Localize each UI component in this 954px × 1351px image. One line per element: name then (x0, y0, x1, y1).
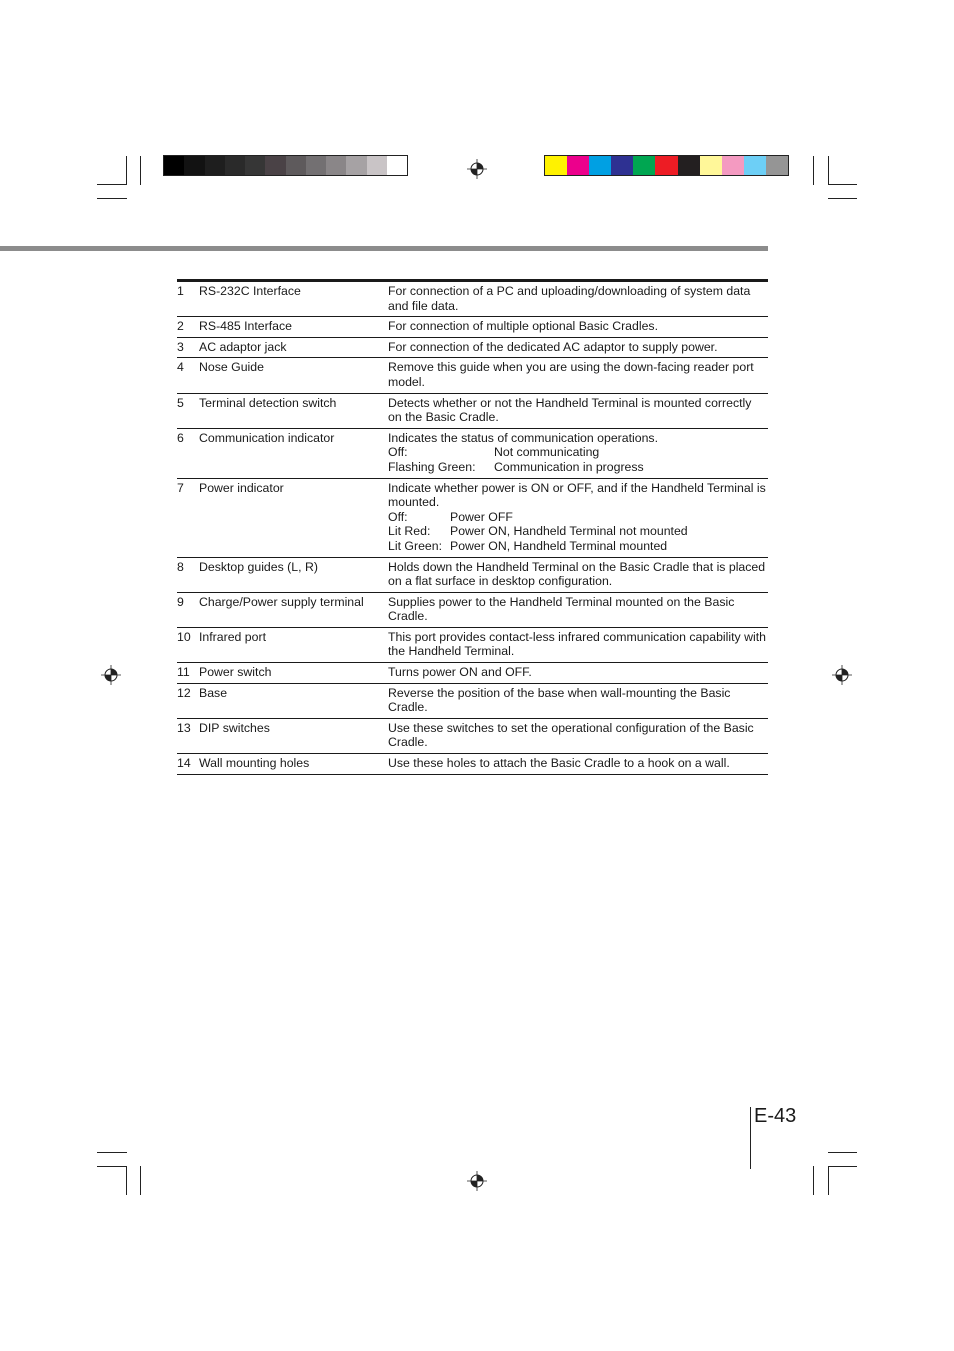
state-label: Lit Green: (388, 538, 442, 553)
color-swatch (225, 156, 245, 175)
part-description (388, 592, 768, 627)
registration-mark-icon (101, 665, 121, 685)
description-text: For connection of the dedicated AC adaptor to supply power. (388, 339, 718, 354)
color-swatch (545, 156, 567, 175)
crop-mark (828, 1152, 857, 1153)
color-swatch (744, 156, 766, 175)
description-text: Remove this guide when you are using the down-facing reader port model. (388, 360, 754, 389)
table-row (177, 337, 768, 358)
part-description (388, 358, 768, 393)
table-row (177, 683, 768, 718)
color-swatch (265, 156, 285, 175)
color-swatch (326, 156, 346, 175)
part-description (388, 337, 768, 358)
crop-mark (126, 156, 127, 185)
table-row (177, 557, 768, 592)
part-description (388, 754, 768, 775)
color-swatch (205, 156, 225, 175)
header-rule (0, 246, 768, 251)
part-name: Communication indicator (199, 430, 335, 445)
table-row (177, 478, 768, 557)
state-label: Off: (388, 445, 408, 460)
color-swatch (164, 156, 184, 175)
crop-mark (97, 1166, 127, 1167)
description-text: Holds down the Handheld Terminal on the Basic Cradle that is placed on a flat surface in desktop configuration. (388, 559, 766, 589)
crop-mark (828, 1166, 857, 1167)
part-description (388, 683, 768, 718)
registration-mark-icon (832, 665, 852, 685)
color-swatch (589, 156, 611, 175)
registration-mark-icon (467, 159, 487, 179)
part-name: Desktop guides (L, R) (199, 559, 318, 574)
part-name: Wall mounting holes (199, 756, 310, 771)
description-text: Use these switches to set the operational configuration of the Basic Cradle. (388, 720, 754, 750)
indicator-state (388, 524, 768, 539)
color-swatch (245, 156, 265, 175)
state-value: Power ON, Handheld Terminal not mounted (450, 524, 688, 539)
description-text: For connection of a PC and uploading/downloading of system data and file data. (388, 284, 751, 313)
part-name: Power switch (199, 665, 272, 680)
crop-mark (828, 156, 829, 185)
description-text: Turns power ON and OFF. (388, 665, 532, 680)
table-row (177, 428, 768, 478)
table-row (177, 592, 768, 627)
row-number: 9 (177, 594, 184, 609)
page-number: E-43 (754, 1105, 797, 1127)
color-calibration-bar (544, 155, 789, 176)
description-text: Use these holes to attach the Basic Cradle to a hook on a wall. (388, 756, 730, 771)
crop-mark (828, 198, 857, 199)
table-row (177, 754, 768, 775)
crop-mark (813, 156, 814, 185)
color-swatch (367, 156, 387, 175)
crop-mark (97, 184, 127, 185)
table-row (177, 627, 768, 662)
part-description (388, 557, 768, 592)
row-number: 14 (177, 756, 191, 771)
color-swatch (306, 156, 326, 175)
row-number: 1 (177, 284, 184, 298)
row-number: 4 (177, 360, 184, 375)
crop-mark (126, 1166, 127, 1195)
part-name: RS-485 Interface (199, 319, 292, 334)
parts-table (177, 282, 768, 775)
description-text: Indicates the status of communication operations. (388, 430, 658, 445)
crop-mark (828, 184, 857, 185)
description-text: Reverse the position of the base when wall-mounting the Basic Cradle. (388, 685, 731, 715)
state-value: Not communicating (494, 445, 600, 460)
part-description (388, 478, 768, 557)
description-text: Indicate whether power is ON or OFF, and if the Handheld Terminal is mounted. (388, 480, 766, 510)
part-name: Power indicator (199, 480, 284, 495)
grayscale-calibration-bar (163, 155, 408, 176)
state-label: Lit Red: (388, 524, 431, 539)
table-row (177, 718, 768, 753)
registration-mark-icon (467, 1171, 487, 1191)
crop-mark (140, 1166, 141, 1195)
state-value: Power OFF (450, 509, 513, 524)
color-swatch (633, 156, 655, 175)
part-description (388, 282, 768, 317)
table-row (177, 317, 768, 338)
row-number: 11 (177, 665, 190, 680)
part-description (388, 317, 768, 338)
row-number: 7 (177, 480, 184, 495)
page-number-rule (750, 1107, 751, 1169)
row-number: 12 (177, 685, 191, 700)
part-description (388, 428, 768, 478)
state-value: Communication in progress (494, 459, 644, 474)
color-swatch (567, 156, 589, 175)
indicator-state (388, 445, 768, 460)
description-text: This port provides contact-less infrared communication capability with the Handheld Terminal. (388, 629, 766, 659)
indicator-state (388, 460, 768, 475)
part-description (388, 663, 768, 684)
part-name: RS-232C Interface (199, 284, 301, 298)
crop-mark (828, 1166, 829, 1195)
color-swatch (655, 156, 677, 175)
part-description (388, 393, 768, 428)
row-number: 10 (177, 629, 191, 644)
row-number: 5 (177, 395, 184, 410)
indicator-state (388, 510, 768, 525)
state-label: Off: (388, 509, 408, 524)
part-name: Infrared port (199, 629, 266, 644)
state-value: Power ON, Handheld Terminal mounted (450, 538, 668, 553)
table-row (177, 282, 768, 317)
crop-mark (813, 1166, 814, 1195)
color-swatch (678, 156, 700, 175)
part-description (388, 718, 768, 753)
color-swatch (611, 156, 633, 175)
part-name: Nose Guide (199, 360, 264, 375)
row-number: 13 (177, 720, 191, 735)
table-row (177, 358, 768, 393)
description-text: Detects whether or not the Handheld Terminal is mounted correctly on the Basic Cradle. (388, 395, 752, 425)
crop-mark (97, 198, 127, 199)
color-swatch (722, 156, 744, 175)
color-swatch (700, 156, 722, 175)
part-name: DIP switches (199, 720, 270, 735)
color-swatch (286, 156, 306, 175)
description-text: For connection of multiple optional Basic Cradles. (388, 319, 658, 334)
part-name: Base (199, 685, 228, 700)
table-row (177, 393, 768, 428)
row-number: 3 (177, 339, 184, 354)
table-row (177, 663, 768, 684)
part-name: AC adaptor jack (199, 339, 287, 354)
indicator-state (388, 539, 768, 554)
color-swatch (184, 156, 204, 175)
part-name: Charge/Power supply terminal (199, 594, 364, 609)
color-swatch (766, 156, 788, 175)
row-number: 2 (177, 319, 184, 334)
crop-mark (140, 156, 141, 185)
state-label: Flashing Green: (388, 459, 476, 474)
crop-mark (97, 1152, 127, 1153)
color-swatch (387, 156, 407, 175)
row-number: 8 (177, 559, 184, 574)
row-number: 6 (177, 430, 184, 445)
part-name: Terminal detection switch (199, 395, 337, 410)
description-text: Supplies power to the Handheld Terminal mounted on the Basic Cradle. (388, 594, 735, 624)
color-swatch (346, 156, 366, 175)
part-description (388, 627, 768, 662)
